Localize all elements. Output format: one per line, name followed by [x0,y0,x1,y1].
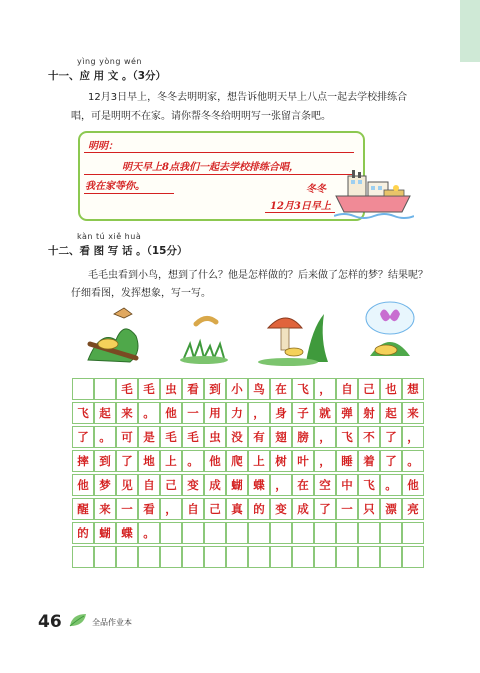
grid-cell: 着 [358,450,380,472]
grid-cell: 蝴 [226,474,248,496]
grid-cell: 他 [402,474,424,496]
book-name: 全品作业本 [92,618,132,627]
grid-cell: 己 [358,378,380,400]
grid-cell: ， [270,474,292,496]
grid-cell [116,546,138,568]
note-salutation: 明明： [88,141,118,152]
grid-cell: 蝶 [116,522,138,544]
section11-pinyin: yìng yòng wén [77,57,143,66]
grid-cell: 力 [226,402,248,424]
grid-cell: 看 [138,498,160,520]
grid-cell: 射 [358,402,380,424]
grid-cell: 可 [116,426,138,448]
grid-cell: 有 [248,426,270,448]
grid-cell: 睡 [336,450,358,472]
grid-cell: 了 [380,450,402,472]
grid-cell: 叶 [292,450,314,472]
grid-cell: 身 [270,402,292,424]
grid-cell [94,546,116,568]
grid-cell: 一 [182,402,204,424]
grid-cell: 用 [204,402,226,424]
grid-cell: 鸟 [248,378,270,400]
grid-cell: 一 [336,498,358,520]
grid-cell: 也 [380,378,402,400]
story-pictures [80,300,420,368]
grid-cell [204,522,226,544]
grid-cell: 自 [138,474,160,496]
grid-cell: 毛 [116,378,138,400]
grid-cell [248,546,270,568]
grid-cell: 就 [314,402,336,424]
grid-cell: 。 [182,450,204,472]
grid-cell: 飞 [292,378,314,400]
grid-cell [380,546,402,568]
note-date: 12月3日早上 [270,201,331,212]
grid-cell: 了 [72,426,94,448]
grid-cell: ， [314,378,336,400]
grid-cell: 没 [226,426,248,448]
grid-cell: 摔 [72,450,94,472]
grid-cell: ， [248,402,270,424]
grid-cell [380,522,402,544]
grid-cell: 。 [138,402,160,424]
grid-cell [292,522,314,544]
note-line [84,193,174,194]
grid-cell: 他 [160,402,182,424]
grid-cell [358,546,380,568]
grid-cell: 飞 [358,474,380,496]
grid-cell: 漂 [380,498,402,520]
grid-cell: 毛 [138,378,160,400]
grid-cell: 。 [94,426,116,448]
note-body-line1: 明天早上8点我们一起去学校排练合唱， [122,162,299,173]
grid-cell [94,378,116,400]
grid-cell: 成 [204,474,226,496]
section12-prompt-line1: 毛毛虫看到小鸟，想到了什么？他是怎样做的？后来做了怎样的梦？结果呢？ [88,270,428,281]
note-line [84,152,354,153]
grid-cell: 真 [226,498,248,520]
grid-cell: 亮 [402,498,424,520]
grid-cell [292,546,314,568]
grid-cell: 在 [292,474,314,496]
grid-cell: 到 [94,450,116,472]
grid-cell: 虫 [160,378,182,400]
grid-cell [182,546,204,568]
grid-cell: 毛 [182,426,204,448]
grid-cell [182,522,204,544]
grid-cell: 小 [226,378,248,400]
grid-cell: 在 [270,378,292,400]
grid-cell: 起 [380,402,402,424]
grid-cell: 来 [116,402,138,424]
grid-cell [336,522,358,544]
grid-cell [72,378,94,400]
grid-cell [160,546,182,568]
grid-cell [336,546,358,568]
grid-cell: 飞 [336,426,358,448]
grid-cell: 蝴 [94,522,116,544]
grid-cell: 虫 [204,426,226,448]
grid-cell [314,522,336,544]
grid-cell: 想 [402,378,424,400]
page-number: 46 [38,612,62,632]
grid-cell [248,522,270,544]
grid-cell: 他 [72,474,94,496]
grid-cell: 见 [116,474,138,496]
grid-cell [160,522,182,544]
grid-cell: 自 [182,498,204,520]
grid-cell [402,546,424,568]
grid-cell: 树 [270,450,292,472]
grid-cell: 蝶 [248,474,270,496]
picture-caterpillar-jumps [180,318,228,364]
grid-cell: 起 [94,402,116,424]
grid-cell: 看 [182,378,204,400]
grid-cell: 了 [116,450,138,472]
grid-cell: 。 [138,522,160,544]
boat-illustration [334,168,414,226]
grid-cell: 变 [182,474,204,496]
grid-cell [138,546,160,568]
grid-cell [270,522,292,544]
grid-cell: 他 [204,450,226,472]
grid-cell: 中 [336,474,358,496]
grid-cell: 是 [138,426,160,448]
grid-cell: 不 [358,426,380,448]
section12-pinyin: kàn tú xiě huà [77,232,142,241]
grid-cell: 梦 [94,474,116,496]
grid-cell: ， [314,450,336,472]
grid-cell: 了 [314,498,336,520]
picture-caterpillar-sees-bird [88,308,138,362]
grid-cell: 飞 [72,402,94,424]
grid-cell: 弹 [336,402,358,424]
grid-cell: 成 [292,498,314,520]
grid-cell: 毛 [160,426,182,448]
grid-cell: 上 [248,450,270,472]
grid-cell: 来 [94,498,116,520]
section11-title: 十一、应 用 文 。（3分） [48,70,167,82]
section12-title: 十二、看 图 写 话 。（15分） [48,245,188,257]
grid-cell: 了 [380,426,402,448]
grid-cell: 己 [204,498,226,520]
grid-cell: 膀 [292,426,314,448]
note-line [265,212,335,213]
grid-cell: 一 [116,498,138,520]
picture-caterpillar-dreams [366,302,414,356]
grid-cell: 自 [336,378,358,400]
picture-caterpillar-sleeps [258,314,328,366]
grid-cell: 只 [358,498,380,520]
grid-cell: ， [160,498,182,520]
grid-cell: 到 [204,378,226,400]
grid-cell: 。 [402,450,424,472]
grid-cell: 来 [402,402,424,424]
note-signature: 冬冬 [306,184,326,195]
section11-prompt-line1: 12月3日早上，冬冬去明明家，想告诉他明天早上八点一起去学校排练合 [88,92,408,103]
grid-cell: ， [402,426,424,448]
section12-prompt-line2: 仔细看图，发挥想象，写一写。 [71,288,211,299]
grid-cell [72,546,94,568]
grid-cell: 子 [292,402,314,424]
grid-cell: 爬 [226,450,248,472]
grid-cell: 己 [160,474,182,496]
grid-cell [226,522,248,544]
grid-cell [314,546,336,568]
grid-cell: 变 [270,498,292,520]
note-line [84,174,354,175]
leaf-icon [68,612,88,628]
grid-cell: 。 [380,474,402,496]
grid-cell [270,546,292,568]
grid-cell: 空 [314,474,336,496]
note-body-line2: 我在家等你。 [85,181,145,192]
grid-cell: 上 [160,450,182,472]
section11-prompt-line2: 唱，可是明明不在家。请你帮冬冬给明明写一张留言条吧。 [71,111,331,122]
grid-cell [358,522,380,544]
grid-cell: 的 [72,522,94,544]
grid-cell: 翅 [270,426,292,448]
side-tab [460,0,480,62]
grid-cell [402,522,424,544]
grid-cell: 醒 [72,498,94,520]
grid-cell [226,546,248,568]
grid-cell [204,546,226,568]
grid-cell: 地 [138,450,160,472]
grid-cell: 的 [248,498,270,520]
grid-cell: ， [314,426,336,448]
writing-grid [72,378,424,567]
